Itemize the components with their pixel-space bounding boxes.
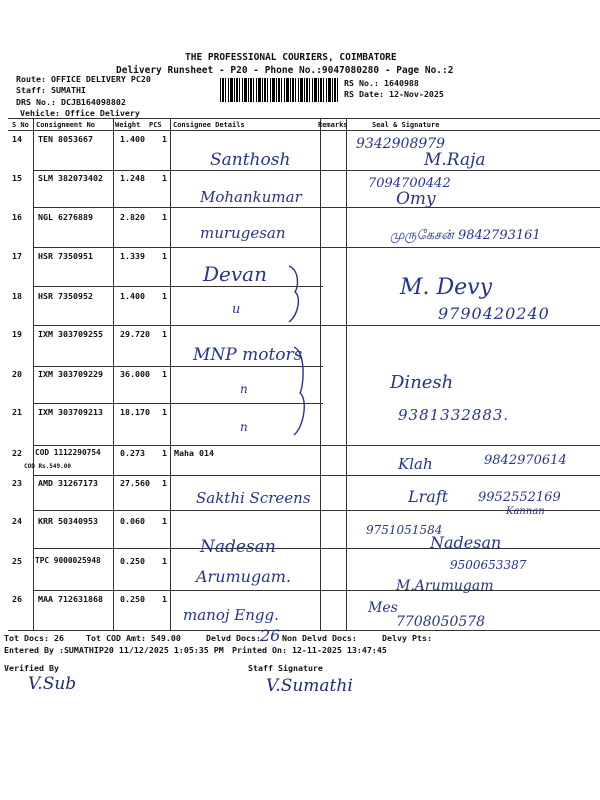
row-sno: 24 (12, 516, 22, 526)
signature-mark: M.Arumugam (396, 578, 494, 594)
barcode-image (220, 78, 338, 102)
handwritten-phone: 9500653387 (450, 558, 527, 572)
row-consignment: MAA 712631868 (38, 594, 103, 604)
row-weight: 1.400 (120, 134, 145, 144)
tot-cod-amt: Tot COD Amt: 549.00 (86, 633, 181, 643)
handwritten-consignee: u (232, 302, 241, 317)
row-consignment: SLM 382073402 (38, 173, 103, 183)
handwritten-consignee: n (240, 420, 248, 434)
col-signature: Seal & Signature (372, 121, 440, 129)
row-weight: 0.060 (120, 516, 145, 526)
runsheet-line: Delivery Runsheet - P20 - Phone No.:9047080280 - Page No.:2 (116, 65, 454, 76)
row-pcs: 1 (162, 556, 167, 566)
row-sno: 25 (12, 556, 22, 566)
signature-mark: Mes (368, 600, 398, 616)
drs-no: DRS No.: DCJB164098802 (16, 97, 126, 107)
row-consignment: AMD 31267173 (38, 478, 98, 488)
row-pcs: 1 (162, 212, 167, 222)
row-consignment: IXM 303709213 (38, 407, 103, 417)
row-consignment: TPC 9000025948 (35, 556, 101, 565)
row-weight: 0.273 (120, 448, 145, 458)
row-pcs: 1 (162, 594, 167, 604)
row-sno: 20 (12, 369, 22, 379)
row-consignment: HSR 7350951 (38, 251, 93, 261)
row-sno: 19 (12, 329, 22, 339)
signature-mark: M. Devy (400, 275, 493, 300)
handwritten-consignee: Nadesan (200, 537, 276, 557)
row-consignment: KRR 50340953 (38, 516, 98, 526)
row-consignment: COD 1112290754 (35, 448, 101, 457)
row-pcs: 1 (162, 407, 167, 417)
row-pcs: 1 (162, 291, 167, 301)
col-pcs: PCS (149, 121, 162, 129)
handwritten-phone: 7094700442 (368, 176, 451, 191)
row-weight: 29.720 (120, 329, 150, 339)
handwritten-phone: 9790420240 (438, 304, 550, 323)
signature-mark: Dinesh (390, 372, 454, 393)
rs-date: RS Date: 12-Nov-2025 (344, 89, 444, 99)
handwritten-consignee: manoj Engg. (183, 606, 279, 624)
row-consignment: TEN 8053667 (38, 134, 93, 144)
handwritten-consignee: Mohankumar (200, 188, 302, 206)
row-weight: 0.250 (120, 594, 145, 604)
verified-signature: V.Sub (28, 674, 77, 694)
handwritten-phone: 9842970614 (484, 453, 567, 468)
handwritten-consignee: murugesan (200, 224, 286, 242)
signature-mark: Lraft (408, 487, 449, 506)
row-sno: 17 (12, 251, 22, 261)
row-pcs: 1 (162, 369, 167, 379)
col-consignee: Consignee Details (173, 121, 245, 129)
row-consignment: IXM 303709255 (38, 329, 103, 339)
row-weight: 1.400 (120, 291, 145, 301)
row-pcs: 1 (162, 448, 167, 458)
col-remarks: Remarks (318, 121, 348, 129)
handwritten-consignee: Arumugam. (196, 567, 292, 586)
row-weight: 18.170 (120, 407, 150, 417)
handwritten-consignee: Sakthi Screens (196, 489, 311, 507)
delvd-count-handwritten: 26 (260, 626, 281, 645)
row-pcs: 1 (162, 516, 167, 526)
handwritten-name: Kannan (506, 506, 545, 517)
row-weight: 2.820 (120, 212, 145, 222)
non-delvd-docs: Non Delvd Docs: (282, 633, 357, 643)
row-weight: 1.339 (120, 251, 145, 261)
staff: Staff: SUMATHI (16, 85, 86, 95)
row-pcs: 1 (162, 329, 167, 339)
signature-mark: Nadesan (430, 533, 502, 552)
row-sno: 14 (12, 134, 22, 144)
handwritten-phone: 9952552169 (478, 490, 561, 505)
handwritten-phone: முருகேசன் 9842793161 (390, 228, 541, 243)
col-weight: Weight (115, 121, 141, 129)
row-sno: 23 (12, 478, 22, 488)
row-sno: 15 (12, 173, 22, 183)
handwritten-consignee: MNP motors (193, 345, 303, 365)
row-weight: 27.560 (120, 478, 150, 488)
col-sno: S No (12, 121, 29, 129)
printed-on: Printed On: 12-11-2025 13:47:45 (232, 645, 387, 655)
verified-by: Verified By (4, 663, 59, 673)
row-weight: 1.248 (120, 173, 145, 183)
signature-mark: M.Raja (424, 150, 486, 170)
rs-no: RS No.: 1640988 (344, 78, 419, 88)
entered-by: Entered By :SUMATHIP20 11/12/2025 1:05:35 PM (4, 645, 224, 655)
row-consignment: IXM 303709229 (38, 369, 103, 379)
tot-docs: Tot Docs: 26 (4, 633, 64, 643)
handwritten-consignee: Santhosh (210, 150, 291, 170)
row-sno: 21 (12, 407, 22, 417)
delvd-docs: Delvd Docs: (206, 633, 261, 643)
row-consignee: Maha 014 (174, 448, 214, 458)
handwritten-phone: 9342908979 (356, 136, 446, 152)
signature-mark: Klah (398, 455, 433, 473)
route: Route: OFFICE DELIVERY PC20 (16, 74, 151, 84)
cod-amount: COD Rs.549.00 (24, 463, 71, 470)
delvy-pts: Delvy Pts: (382, 633, 432, 643)
handwritten-phone: 7708050578 (396, 614, 486, 630)
handwritten-phone: 9381332883. (398, 406, 510, 424)
row-consignment: NGL 6276889 (38, 212, 93, 222)
row-pcs: 1 (162, 134, 167, 144)
row-sno: 26 (12, 594, 22, 604)
row-consignment: HSR 7350952 (38, 291, 93, 301)
signature-mark: Omy (396, 189, 436, 209)
row-weight: 0.250 (120, 556, 145, 566)
row-weight: 36.000 (120, 369, 150, 379)
handwritten-phone: 9751051584 (366, 523, 443, 537)
row-pcs: 1 (162, 478, 167, 488)
handwritten-consignee: n (240, 382, 248, 396)
row-pcs: 1 (162, 251, 167, 261)
vehicle: Vehicle: Office Delivery (20, 108, 140, 118)
row-pcs: 1 (162, 173, 167, 183)
brace-mark (288, 345, 314, 437)
row-sno: 18 (12, 291, 22, 301)
brace-mark (285, 264, 309, 324)
row-sno: 22 (12, 448, 22, 458)
row-sno: 16 (12, 212, 22, 222)
staff-signature-mark: V.Sumathi (266, 676, 353, 696)
col-consignment: Consignment No (36, 121, 96, 129)
handwritten-consignee: Devan (203, 262, 267, 286)
staff-signature: Staff Signature (248, 663, 323, 673)
company-title: THE PROFESSIONAL COURIERS, COIMBATORE (185, 52, 397, 63)
